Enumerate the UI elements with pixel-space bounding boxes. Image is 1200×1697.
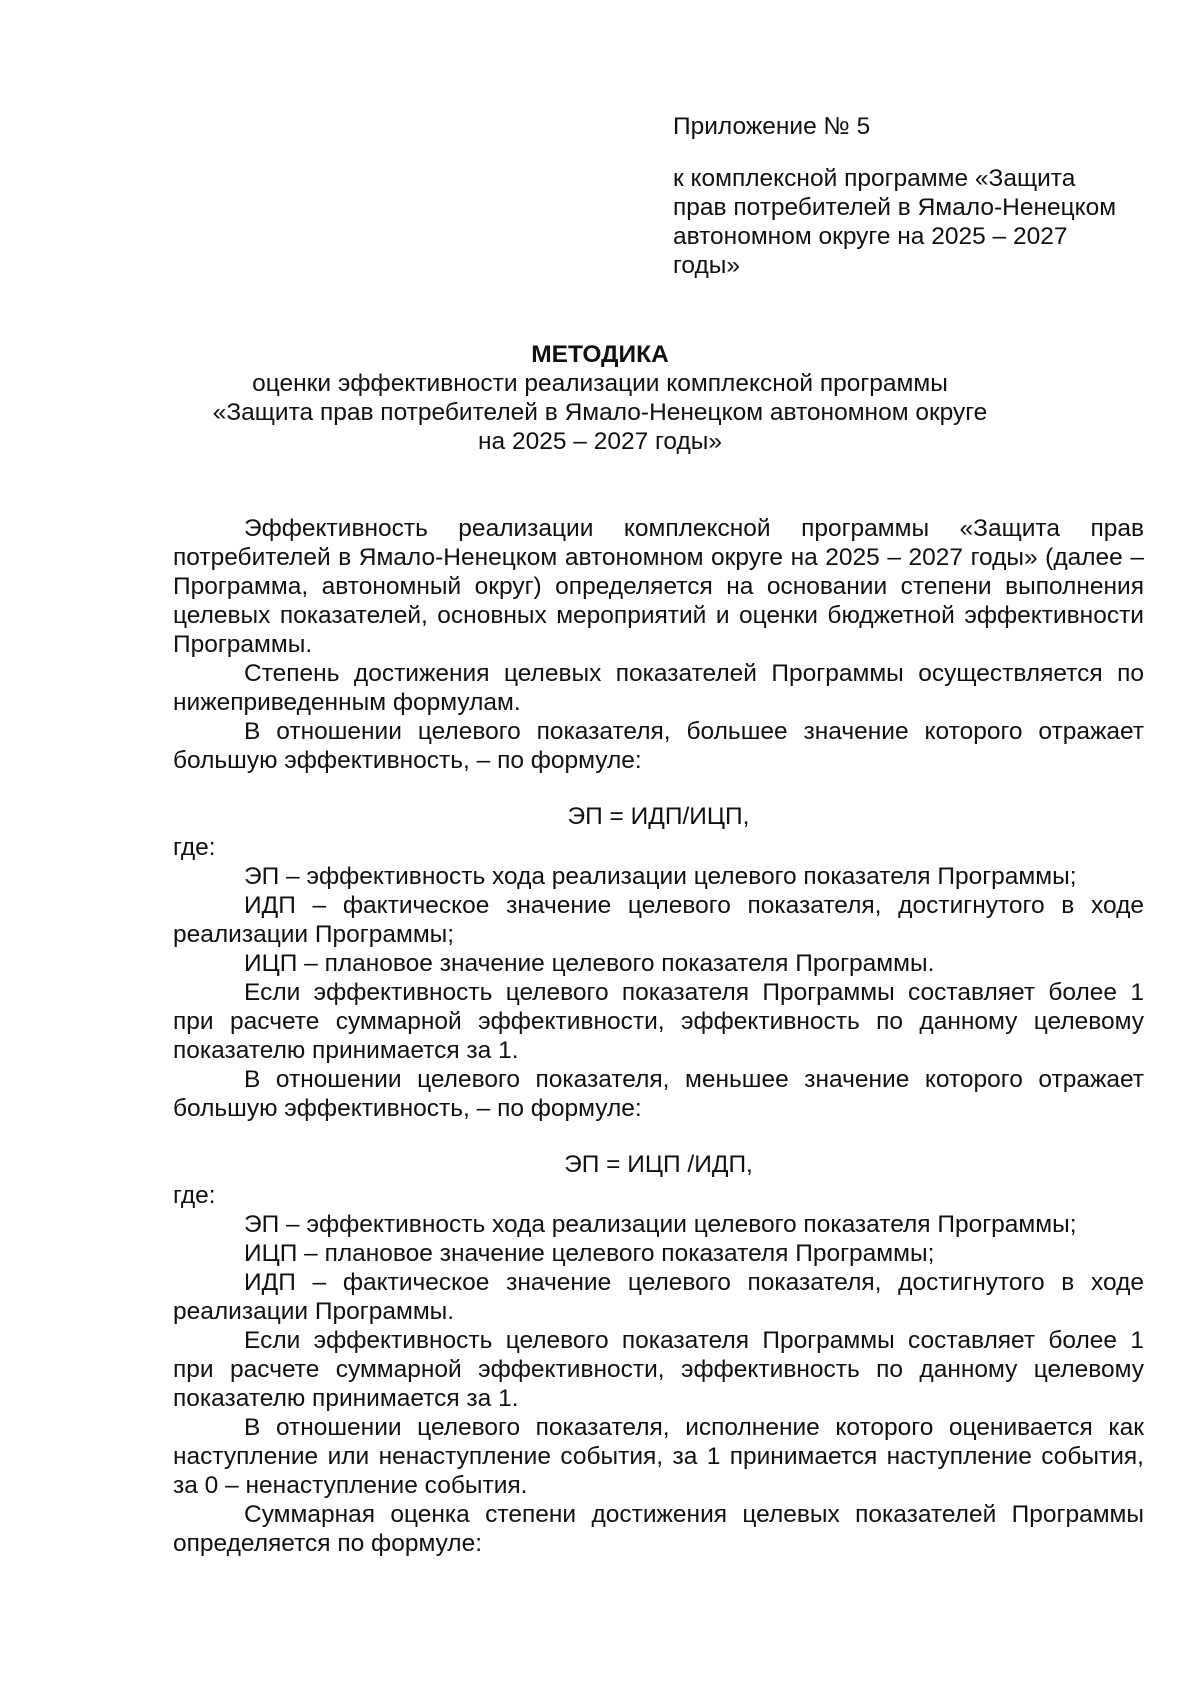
paragraph-event: В отношении целевого показателя, исполнение которого оценивается как наступление или ненаступление события, за 1 принимается наступление события, за 0 – ненаступление события. — [173, 1414, 1144, 1499]
formula-2: ЭП = ИЦП /ИДП, — [564, 1151, 753, 1178]
annex-line: годы» — [673, 252, 741, 279]
paragraph-cap-2: Если эффективность целевого показателя Программы составляет более 1 при расчете суммарной эффективности, эффективность по данному целевому показателю принимается за 1. — [173, 1327, 1144, 1412]
definition-icp-2: ИЦП – плановое значение целевого показателя Программы; — [244, 1240, 935, 1267]
paragraph-summary: Суммарная оценка степени достижения целевых показателей Программы определяется по формуле: — [173, 1501, 1144, 1557]
annex-block — [673, 112, 1173, 280]
title-heading: МЕТОДИКА — [531, 341, 669, 368]
paragraph-degree: Степень достижения целевых показателей Программы осуществляется по нижеприведенным формулам. — [173, 660, 1144, 716]
annex-number: Приложение № 5 — [673, 113, 871, 140]
annex-line: к комплексной программе «Защита — [673, 165, 1076, 192]
where-label-1: где: — [173, 834, 216, 861]
title-line: на 2025 – 2027 годы» — [477, 428, 723, 455]
paragraph-higher-better: В отношении целевого показателя, большее значение которого отражает большую эффективность, – по формуле: — [173, 718, 1144, 774]
where-label-2: где: — [173, 1182, 216, 1209]
paragraph-cap-1: Если эффективность целевого показателя Программы составляет более 1 при расчете суммарной эффективности, эффективность по данному целевому показателю принимается за 1. — [173, 979, 1144, 1064]
title-line: «Защита прав потребителей в Ямало-Ненецком автономном округе — [212, 399, 988, 426]
document-title — [0, 340, 1200, 456]
formula-1: ЭП = ИДП/ИЦП, — [567, 803, 750, 830]
definition-ep-1: ЭП – эффективность хода реализации целевого показателя Программы; — [244, 863, 1077, 890]
document-body — [173, 514, 1144, 1558]
definition-idp-1: ИДП – фактическое значение целевого показателя, достигнутого в ходе реализации Программы; — [173, 892, 1144, 948]
definition-icp-1: ИЦП – плановое значение целевого показателя Программы. — [244, 950, 935, 977]
paragraph-intro: Эффективность реализации комплексной программы «Защита прав потребителей в Ямало-Ненецком автономном округе на 2025 – 2027 годы» (далее – Программа, автономный округ) определяется на основании степени выполнения целевых показателей, основных мероприятий и оценки бюджетной эффективности Программы. — [173, 515, 1144, 658]
definition-idp-2: ИДП – фактическое значение целевого показателя, достигнутого в ходе реализации Программы. — [173, 1269, 1144, 1325]
definition-ep-2: ЭП – эффективность хода реализации целевого показателя Программы; — [244, 1211, 1077, 1238]
annex-line: прав потребителей в Ямало-Ненецком — [673, 194, 1117, 221]
annex-line: автономном округе на 2025 – 2027 — [673, 223, 1068, 250]
title-line: оценки эффективности реализации комплексной программы — [252, 370, 948, 397]
paragraph-lower-better: В отношении целевого показателя, меньшее значение которого отражает большую эффективность, – по формуле: — [173, 1066, 1144, 1122]
